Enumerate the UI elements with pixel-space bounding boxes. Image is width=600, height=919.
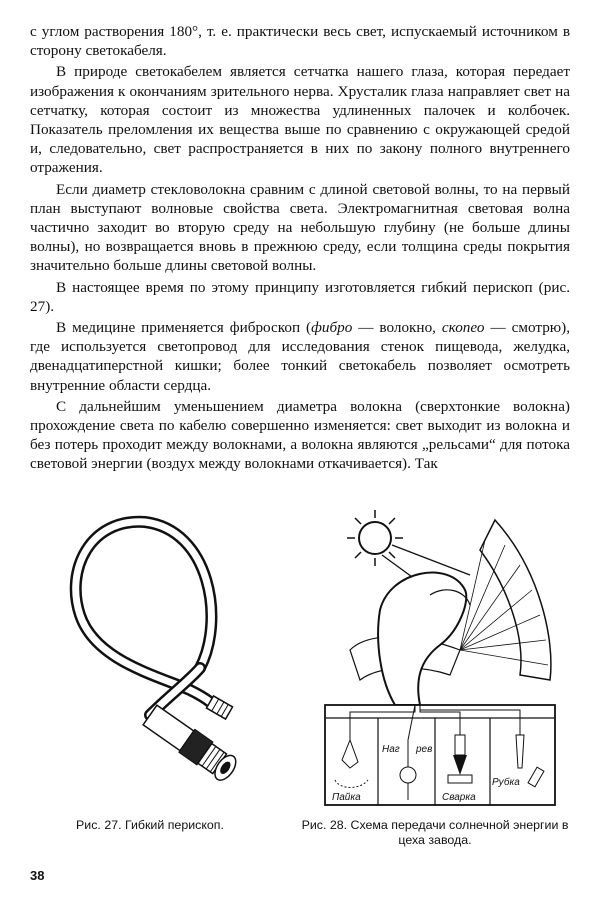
figure-28	[320, 500, 560, 810]
fibro-term: фибро	[311, 319, 353, 337]
figure-28-caption: Рис. 28. Схема передачи солнечной энергии в цеха завода.	[301, 818, 569, 847]
figures-row	[30, 500, 570, 847]
sun-icon	[347, 510, 403, 566]
paragraph-continued: с углом растворения 180°, т. е. практически весь свет, испускаемый источником в сторону светокабеля.	[30, 23, 570, 60]
fibroscope-text-c: — волокно,	[352, 319, 442, 337]
paragraph-retina: В природе светокабелем является сетчатка нашего глаза, которая передает изображения к окончаниям зрительного нерва. Хрусталик глаза направляет свет на сетчатку, которая состоит из множества удлиненных палочек и колбочек. Показатель преломления их вещества выше по сравнению с окружающей средой и, следовательно, свет распространяется в них по закону полного внутреннего отражения.	[30, 63, 570, 177]
fibroscope-text-e: — смотрю), где используется светопровод для исследования стенок пищевода, желудка, двенадцатиперстной кишки; более тонкий светокабель позволяет осмотреть внутренние области сердца.	[30, 319, 570, 394]
solar-energy-scheme-illustration	[320, 500, 560, 810]
page-number: 38	[30, 868, 45, 883]
concentrator-horn	[378, 573, 466, 705]
body-text	[30, 22, 570, 474]
figure-27	[50, 500, 250, 800]
label-soldering: Пайка	[332, 792, 361, 803]
skopeo-term: скопео	[441, 319, 485, 337]
paragraph-wave-properties: Если диаметр стекловолокна сравним с длиной световой волны, то на первый план выступают волновые свойства света. Электромагнитная световая волна частично заходит во вторую среду на небольшую глубину (не больше длины волны), но возвращается вновь в прежнюю среду, если толщина среды покрытия значительно больше длины световой волны.	[30, 180, 570, 275]
paragraph-periscope: В настоящее время по этому принципу изготовляется гибкий перископ (рис. 27).	[30, 278, 570, 315]
parabolic-mirror	[480, 520, 551, 680]
fibroscope-text-a: В медицине применяется фиброскоп (	[56, 319, 312, 337]
paragraph-fibroscope	[30, 318, 570, 395]
figure-27-caption: Рис. 27. Гибкий перископ.	[76, 818, 224, 832]
label-cutting: Рубка	[492, 777, 520, 788]
label-heating-b: рев	[416, 744, 433, 755]
paragraph-superthin-fibers: С дальнейшим уменьшением диаметра волокна (сверхтонкие волокна) прохождение света по кабелю совершенно изменяется: свет выходит из волокна и без потерь проходит между волокнами, а волокна являются „рельсами“ для потока световой энергии (воздух между волокнами откачивается). Так	[30, 397, 570, 473]
label-welding: Сварка	[442, 792, 476, 803]
label-heating-a: Наг	[382, 744, 400, 755]
flexible-periscope-illustration	[50, 500, 250, 800]
